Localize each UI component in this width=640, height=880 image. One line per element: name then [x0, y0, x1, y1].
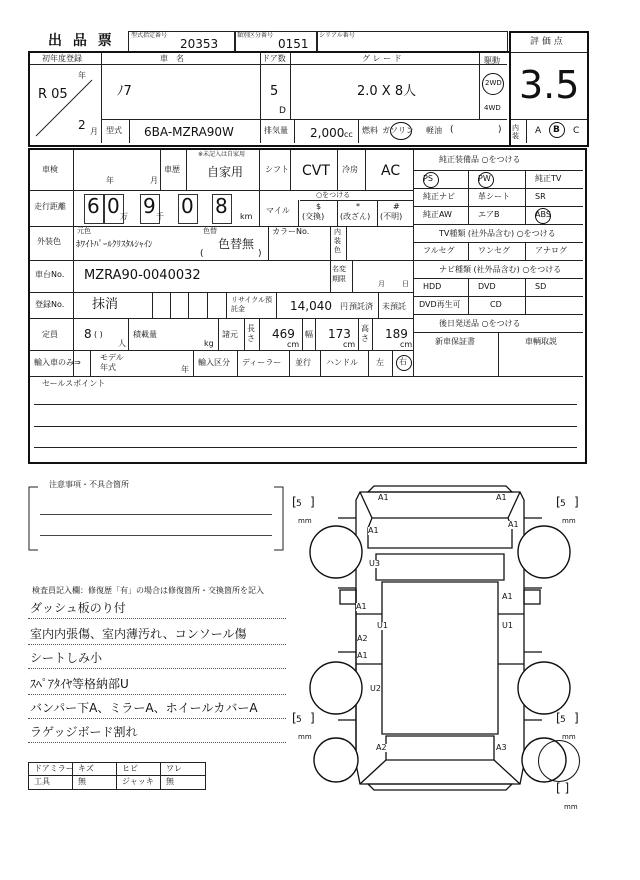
- navi-type: SD: [535, 282, 547, 291]
- damage-mark: A1: [378, 493, 389, 502]
- height-value: 189: [385, 327, 408, 341]
- oil-paren-close: ): [498, 125, 502, 135]
- name-change-month: 月: [378, 280, 385, 288]
- grade-value: 2.0 X 8人: [357, 84, 417, 99]
- tread-value: 5: [296, 499, 302, 509]
- color-no-label: カラーNo.: [272, 227, 310, 236]
- mileage-digit: 8: [215, 194, 228, 218]
- import-type-label: 輸入区分: [198, 358, 230, 367]
- rating-value: 3.5: [519, 63, 580, 107]
- load-label: 積載量: [133, 330, 157, 339]
- tread-unit: mm: [562, 733, 576, 741]
- equipment-circle: [423, 172, 439, 188]
- later-item: 車輌取説: [525, 337, 557, 346]
- mileage-digit: 9: [143, 194, 156, 218]
- damage-mark: U1: [377, 621, 388, 630]
- inspection-year-unit: 年: [106, 176, 114, 185]
- damage-mark: U2: [370, 684, 381, 693]
- genuine-item: 革シート: [478, 192, 510, 201]
- tamper-label: (改ざん): [340, 212, 371, 221]
- genuine-item: SR: [535, 192, 546, 201]
- drive-2wd: 2WD: [485, 79, 502, 87]
- model-year-unit: 年: [181, 365, 189, 374]
- name-change-day: 日: [402, 280, 409, 288]
- damage-mark: A1: [502, 592, 513, 601]
- left-label: 左: [376, 358, 384, 367]
- fuel-value: ガソリン: [382, 126, 414, 135]
- missing-header: キズ: [78, 764, 94, 773]
- inspection-label: 車検: [42, 165, 58, 174]
- recycle-unpaid: 未預託: [382, 302, 406, 311]
- repaint-paren-close: ): [258, 249, 262, 259]
- displacement-label: 排気量: [264, 126, 288, 135]
- tread-unit: mm: [298, 517, 312, 525]
- damage-mark: A2: [357, 634, 368, 643]
- sen-unit: 千: [156, 212, 164, 221]
- tv-type: フルセグ: [423, 246, 455, 255]
- serial-label: シリアル番号: [319, 32, 355, 39]
- mileage-label: 走行距離: [34, 202, 66, 211]
- genuine-item: PW: [478, 174, 491, 183]
- month-unit: 月: [90, 127, 98, 136]
- exchange-label: (交換): [302, 212, 325, 221]
- repaint-value: 色替無: [218, 237, 255, 251]
- car-name: ﾉ7: [117, 84, 132, 99]
- tread-value: 5: [296, 715, 302, 725]
- orig-color-label: 元色: [77, 227, 91, 235]
- height-unit: cm: [400, 340, 413, 349]
- note-line: ｽﾍﾟｱﾀｲﾔ等格納部U: [30, 677, 129, 691]
- mileage-digit: 6: [87, 194, 100, 218]
- note-line: ラゲッジボード割れ: [30, 725, 138, 739]
- damage-mark: U1: [502, 621, 513, 630]
- parallel-label: 並行: [295, 358, 311, 367]
- tread-bracket: ]: [310, 711, 315, 725]
- fuel-label: 燃料: [362, 126, 378, 135]
- missing-header: ワレ: [166, 764, 182, 773]
- dealer-label: ディーラー: [242, 358, 282, 367]
- ac-value: AC: [381, 163, 401, 179]
- model-value: 6BA-MZRA90W: [144, 125, 234, 139]
- notes-label: 注意事項・不具合箇所: [46, 481, 132, 489]
- inspection-month-unit: 月: [150, 176, 158, 185]
- chassis-value: MZRA90-0040032: [84, 268, 201, 283]
- later-item: 新車保証書: [435, 337, 475, 346]
- capacity-value: 8: [84, 327, 92, 341]
- width-unit: cm: [343, 340, 356, 349]
- equipment-circle: [478, 172, 494, 188]
- drive-label: 駆動: [484, 56, 500, 65]
- shift-value: CVT: [302, 163, 330, 179]
- genuine-item: エアB: [478, 210, 500, 219]
- damage-mark: A1: [356, 602, 367, 611]
- form-title: 出 品 票: [48, 33, 115, 49]
- km-unit: km: [240, 212, 253, 221]
- interior-label: 内装: [512, 124, 519, 140]
- handle-label: ハンドル: [326, 358, 358, 367]
- note-line: ダッシュ板のり付: [30, 601, 126, 615]
- displacement-value: 2,000: [310, 126, 345, 140]
- orig-color-value: ﾎﾜｲﾄﾊﾟｰﾙｸﾘｽﾀﾙｼｬｲﾝ: [76, 240, 153, 250]
- rating-label: 評 価 点: [530, 37, 563, 47]
- damage-mark: U3: [369, 559, 380, 568]
- history-value: 自家用: [207, 165, 244, 179]
- model-year-label: モデル年式: [100, 353, 124, 372]
- drive-4wd: 4WD: [484, 104, 501, 112]
- mileage-digit: 0: [181, 194, 194, 218]
- chassis-label: 車台No.: [35, 270, 65, 279]
- tamper-symbol: *: [356, 202, 360, 211]
- missing-header: ドアミラー: [34, 764, 74, 773]
- capacity-label: 定員: [42, 330, 58, 339]
- length-label: 長さ: [247, 324, 255, 343]
- registration-label: 登録No.: [35, 300, 65, 309]
- registration-value: 抹消: [92, 297, 119, 312]
- missing-value: 無: [78, 777, 86, 786]
- missing-value: ジャッキ: [122, 777, 154, 786]
- displacement-unit: cc: [344, 130, 353, 139]
- interior-b: B: [553, 125, 560, 135]
- tread-bracket: ]: [574, 495, 579, 509]
- navi-header: ナビ種類 (社外品含む) ○をつける: [439, 265, 562, 274]
- tv-header: TV種類 (社外品含む) ○をつける: [439, 229, 556, 238]
- color-label: 外装色: [37, 237, 61, 246]
- era-year: R 05: [38, 87, 68, 102]
- name-change-label: 名変期限: [332, 265, 346, 283]
- first-reg-label: 初年度登録: [42, 54, 82, 63]
- tread-bracket: [: [292, 495, 297, 509]
- man-unit: 万: [120, 212, 128, 221]
- mile-label: マイル: [266, 206, 290, 215]
- door-type: D: [279, 106, 286, 116]
- right-label: 右: [399, 357, 407, 366]
- category-value: 0151: [278, 37, 309, 51]
- navi-type: HDD: [423, 282, 442, 291]
- spare-bracket: [ ]: [556, 781, 570, 795]
- spare-unit: mm: [564, 803, 578, 811]
- tread-bracket: [: [292, 711, 297, 725]
- tread-bracket: [: [556, 711, 561, 725]
- exchange-symbol: $: [316, 202, 322, 211]
- recycle-value: 14,040: [290, 299, 332, 313]
- recycle-unit: 円: [340, 302, 348, 311]
- navi-type: DVD: [478, 282, 496, 291]
- inspector-label: 検査員記入欄：修復歴「有」の場合は修復箇所・交換箇所を記入: [32, 586, 264, 595]
- damage-mark: A2: [376, 743, 387, 752]
- mileage-digit: 0: [107, 194, 120, 218]
- later-header: 後日発送品 ○をつける: [439, 319, 521, 328]
- damage-mark: A1: [357, 651, 368, 660]
- genuine-item: PS: [423, 174, 433, 183]
- interior-a: A: [535, 126, 542, 136]
- car-name-label: 車 名: [160, 54, 184, 63]
- oil-paren-open: (: [450, 125, 454, 135]
- ac-label: 冷房: [342, 165, 358, 174]
- missing-header: ヒビ: [122, 764, 138, 773]
- note-line: 室内内張傷、室内薄汚れ、コンソール傷: [30, 627, 247, 641]
- recycle-label: リサイクル預託金: [231, 296, 273, 313]
- tread-bracket: ]: [574, 711, 579, 725]
- damage-mark: A1: [496, 493, 507, 502]
- height-label: 高さ: [361, 324, 369, 343]
- repaint-paren-open: (: [200, 249, 204, 259]
- history-note: ※未記入は自家用: [198, 151, 246, 158]
- person-unit: 人: [118, 339, 126, 348]
- recycle-paid: 預託済: [349, 302, 373, 311]
- tread-value: 5: [560, 499, 566, 509]
- genuine-item: 純正ナビ: [423, 192, 455, 201]
- tread-unit: mm: [298, 733, 312, 741]
- missing-value: 無: [166, 777, 174, 786]
- tread-bracket: ]: [310, 495, 315, 509]
- damage-mark: A1: [508, 520, 519, 529]
- genuine-item: 純正TV: [535, 174, 562, 183]
- reg-month: 2: [78, 118, 86, 132]
- circle-note: ○をつける: [316, 191, 351, 199]
- tv-type: アナログ: [535, 246, 567, 255]
- capacity-paren: ( ): [94, 330, 103, 339]
- type-designation-label: 型式指定番号: [131, 32, 168, 39]
- length-value: 469: [272, 327, 295, 341]
- notes-bracket: [28, 486, 284, 552]
- year-unit: 年: [78, 71, 86, 80]
- damage-mark: A3: [496, 743, 507, 752]
- width-value: 173: [328, 327, 351, 341]
- doors-value: 5: [270, 84, 279, 99]
- type-designation-value: 20353: [180, 37, 219, 51]
- spare-tire: [538, 740, 580, 782]
- grade-label: グ レ ー ド: [362, 54, 402, 63]
- tread-unit: mm: [562, 517, 576, 525]
- damage-mark: A1: [368, 526, 379, 535]
- import-label: 輸入車のみ⇒: [34, 358, 81, 367]
- dvd-label: DVD再生可: [419, 300, 461, 309]
- unknown-symbol: #: [393, 202, 400, 211]
- interior-c: C: [573, 126, 580, 136]
- cd-label: CD: [490, 300, 502, 309]
- shift-label: シフト: [265, 165, 289, 174]
- tread-bracket: [: [556, 495, 561, 509]
- missing-value: 工具: [34, 777, 50, 786]
- note-line: バンパー下A、ミラーA、ホイールカバーA: [30, 701, 258, 715]
- tread-value: 5: [560, 715, 566, 725]
- unknown-label: (不明): [380, 212, 403, 221]
- genuine-header: 純正装備品 ○をつける: [439, 155, 521, 164]
- tv-type: ワンセグ: [478, 246, 510, 255]
- sales-label: セールスポイント: [42, 379, 106, 388]
- kg-unit: kg: [204, 339, 214, 348]
- genuine-item: 純正AW: [423, 210, 452, 219]
- width-label: 幅: [305, 330, 313, 339]
- interior-color-label: 内装色: [334, 228, 341, 254]
- genuine-item: ABS: [535, 210, 551, 219]
- note-line: シートしみ小: [30, 651, 103, 665]
- category-label: 類別区分番号: [237, 32, 274, 39]
- dimensions-label: 諸元: [222, 330, 238, 339]
- length-unit: cm: [287, 340, 300, 349]
- repaint-label: 色替: [203, 227, 217, 235]
- equipment-circle: [535, 208, 551, 224]
- oil-label: 軽油: [426, 126, 442, 135]
- model-label: 型式: [106, 126, 122, 135]
- doors-label: ドア数: [262, 54, 286, 63]
- history-label: 車歴: [164, 165, 180, 174]
